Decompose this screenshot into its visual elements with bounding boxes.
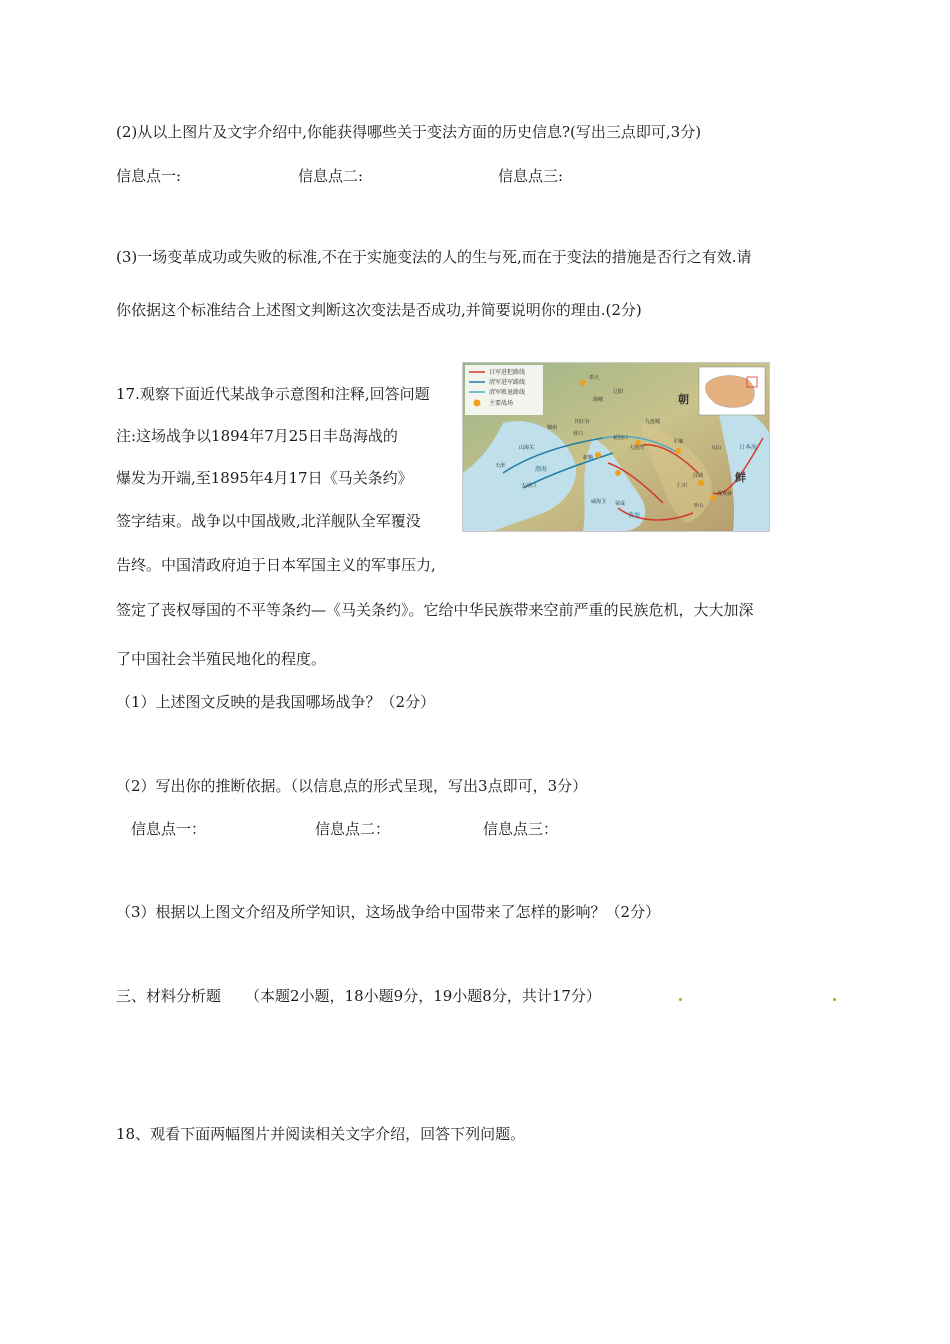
q17-info-point-2: 信息点二： bbox=[315, 820, 391, 838]
place-fengtian: 奉天 bbox=[589, 375, 600, 381]
map-label-xian: 鲜 bbox=[735, 471, 746, 484]
place-dalianwan: 大连湾 bbox=[629, 445, 645, 451]
place-huayuankou: 花园口 bbox=[613, 435, 629, 441]
q17-sub2: （2）写出你的推断依据。（以信息点的形式呈现，写出3点即可，3分） bbox=[116, 777, 588, 795]
q18-stem: 18、观看下面两幅图片并阅读相关文字介绍，回答下列问题。 bbox=[116, 1125, 526, 1143]
place-haicheng: 海城 bbox=[593, 397, 604, 403]
place-lushun: 旅顺 bbox=[583, 455, 594, 461]
war-map-figure bbox=[462, 362, 770, 532]
legend-label-qing-retreat: 清军败退路线 bbox=[489, 389, 526, 396]
q17-note-line-3: 签字结束。战争以中国战败,北洋舰队全军覆没 bbox=[116, 512, 421, 530]
decorative-dot-2 bbox=[833, 998, 836, 1001]
decorative-dot-1 bbox=[679, 998, 682, 1001]
q17-info-row bbox=[131, 819, 731, 839]
place-shanhaiguan: 山海关 bbox=[519, 445, 535, 451]
battle-marker-hancheng bbox=[698, 480, 704, 486]
map-label-huanghai: 黄海 bbox=[628, 512, 641, 519]
place-yingkou: 营口 bbox=[573, 431, 584, 437]
battle-marker-fengtian bbox=[580, 380, 586, 386]
place-weihaiwei: 威海卫 bbox=[591, 499, 607, 505]
q17-info-point-3: 信息点三： bbox=[483, 820, 559, 838]
q16-info-point-2: 信息点二: bbox=[298, 167, 364, 185]
battle-marker-weihaiwei bbox=[615, 470, 621, 476]
q16-info-row bbox=[116, 166, 716, 186]
q16-sub3-line1: (3)一场变革成功或失败的标准,不在于实施变法的人的生与死,而在于变法的措施是否行之有效.请 bbox=[116, 248, 752, 266]
battle-marker-lushun bbox=[595, 452, 601, 458]
place-liaoyang: 辽阳 bbox=[613, 389, 624, 395]
legend-battle-icon bbox=[474, 400, 481, 407]
place-chenghuanyi: 成欢驿 bbox=[717, 491, 733, 497]
place-yuanshan: 元山 bbox=[711, 445, 722, 451]
q17-note-line-5: 签定了丧权辱国的不平等条约—《马关条约》。它给中华民族带来空前严重的民族危机，大大加深 bbox=[116, 601, 754, 619]
q16-info-point-3: 信息点三: bbox=[498, 167, 564, 185]
section3-heading bbox=[116, 986, 601, 1006]
map-label-bohai: 渤海 bbox=[535, 466, 548, 473]
q17-note-line-4: 告终。中国清政府迫于日本军国主义的军事压力, bbox=[116, 556, 436, 574]
battle-marker-chenghuanyi bbox=[710, 495, 716, 501]
map-label-chao: 朝 bbox=[678, 393, 689, 406]
q16-sub2: (2)从以上图片及文字介绍中,你能获得哪些关于变法方面的历史信息?(写出三点即可,3分) bbox=[116, 123, 702, 141]
q17-note-line-1: 注:这场战争以1894年7月25日丰岛海战的 bbox=[116, 427, 398, 445]
place-pingrang: 平壤 bbox=[673, 439, 684, 445]
place-jiulianchen: 九连城 bbox=[645, 419, 661, 425]
place-rongcheng: 荣成 bbox=[615, 501, 626, 507]
q17-note-line-2: 爆发为开端,至1895年4月17日《马关条约》 bbox=[116, 469, 413, 487]
q17-note-line-6: 了中国社会半殖民地化的程度。 bbox=[116, 650, 327, 668]
q17-sub3: （3）根据以上图文介绍及所学知识，这场战争给中国带来了怎样的影响？（2分） bbox=[116, 903, 661, 921]
place-renchuan: 仁川 bbox=[677, 483, 688, 489]
section3-title: 三、材料分析题 bbox=[116, 987, 222, 1005]
q17-sub1: （1）上述图文反映的是我国哪场战争？（2分） bbox=[116, 693, 436, 711]
section3-desc: （本题2小题，18小题9分，19小题8分，共计17分） bbox=[245, 987, 601, 1005]
legend-label-battle: 主要战场 bbox=[489, 400, 514, 407]
legend-label-japan: 日军进犯路线 bbox=[489, 369, 526, 376]
battle-marker-pingrang bbox=[675, 448, 681, 454]
place-jinzhou: 锦州 bbox=[547, 425, 558, 431]
war-map-svg bbox=[463, 363, 769, 531]
legend-label-qing-advance: 清军进军路线 bbox=[489, 379, 526, 386]
q17-info-point-1: 信息点一： bbox=[131, 820, 207, 838]
place-hancheng: 汉城 bbox=[693, 473, 704, 479]
place-yashan: 牙山 bbox=[693, 503, 704, 509]
place-tianjin: 天津 bbox=[495, 463, 506, 469]
q16-info-point-1: 信息点一: bbox=[116, 167, 182, 185]
map-label-japansea: 日本海 bbox=[739, 444, 758, 451]
place-dagukou: 大沽口 bbox=[521, 483, 537, 489]
q16-sub3-line2: 你依据这个标准结合上述图文判断这次变法是否成功,并简要说明你的理由.(2分) bbox=[116, 301, 642, 319]
q17-stem: 17.观察下面近代某战争示意图和注释,回答问题 bbox=[116, 385, 430, 403]
place-tianzhuangtai: 田庄台 bbox=[575, 419, 591, 425]
